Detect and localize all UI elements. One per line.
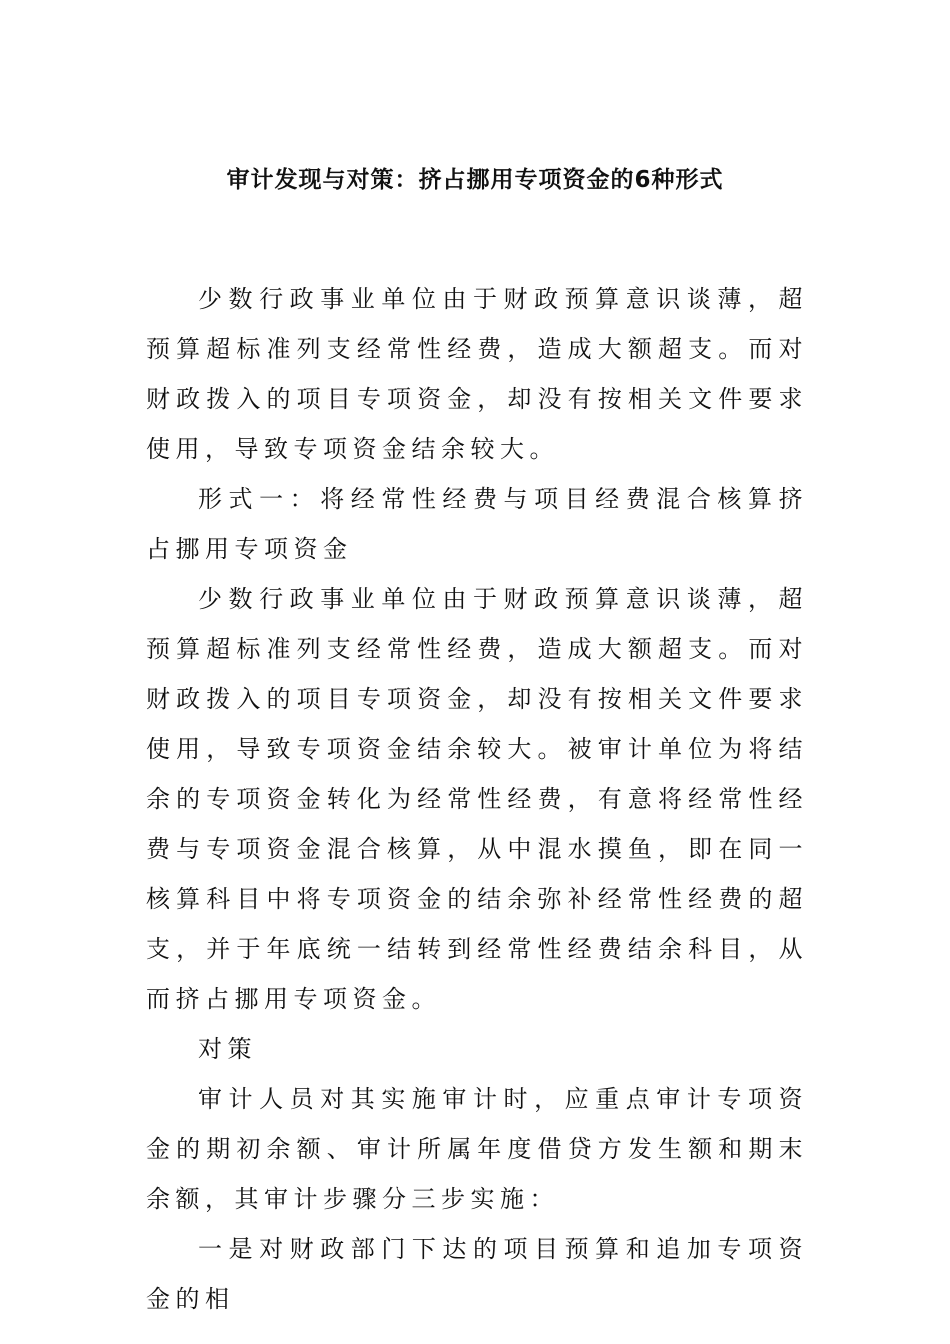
- paragraph-form-one-heading: 形式一：将经常性经费与项目经费混合核算挤占挪用专项资金: [146, 485, 808, 563]
- paragraph-countermeasure-heading: 对策: [198, 1035, 257, 1063]
- document-title: 审计发现与对策：挤占挪用专项资金的6种形式: [226, 167, 724, 193]
- paragraph-intro: 少数行政事业单位由于财政预算意识谈薄，超预算超标准列支经常性经费，造成大额超支。而对财政拨入的项目专项资金，却没有按相关文件要求使用，导致专项资金结余较大。: [146, 285, 808, 463]
- document-body: [146, 274, 808, 1324]
- paragraph-step-one: 一是对财政部门下达的项目预算和追加专项资金的相: [146, 1235, 808, 1313]
- paragraph-audit-steps: 审计人员对其实施审计时，应重点审计专项资金的期初余额、审计所属年度借贷方发生额和期末余额，其审计步骤分三步实施：: [146, 1085, 808, 1213]
- paragraph-form-one-detail: 少数行政事业单位由于财政预算意识谈薄，超预算超标准列支经常性经费，造成大额超支。而对财政拨入的项目专项资金，却没有按相关文件要求使用，导致专项资金结余较大。被审计单位为将结余的专项资金转化为经常性经费，有意将经常性经费与专项资金混合核算，从中混水摸鱼，即在同一核算科目中将专项资金的结余弥补经常性经费的超支，并于年底统一结转到经常性经费结余科目，从而挤占挪用专项资金。: [146, 585, 808, 1013]
